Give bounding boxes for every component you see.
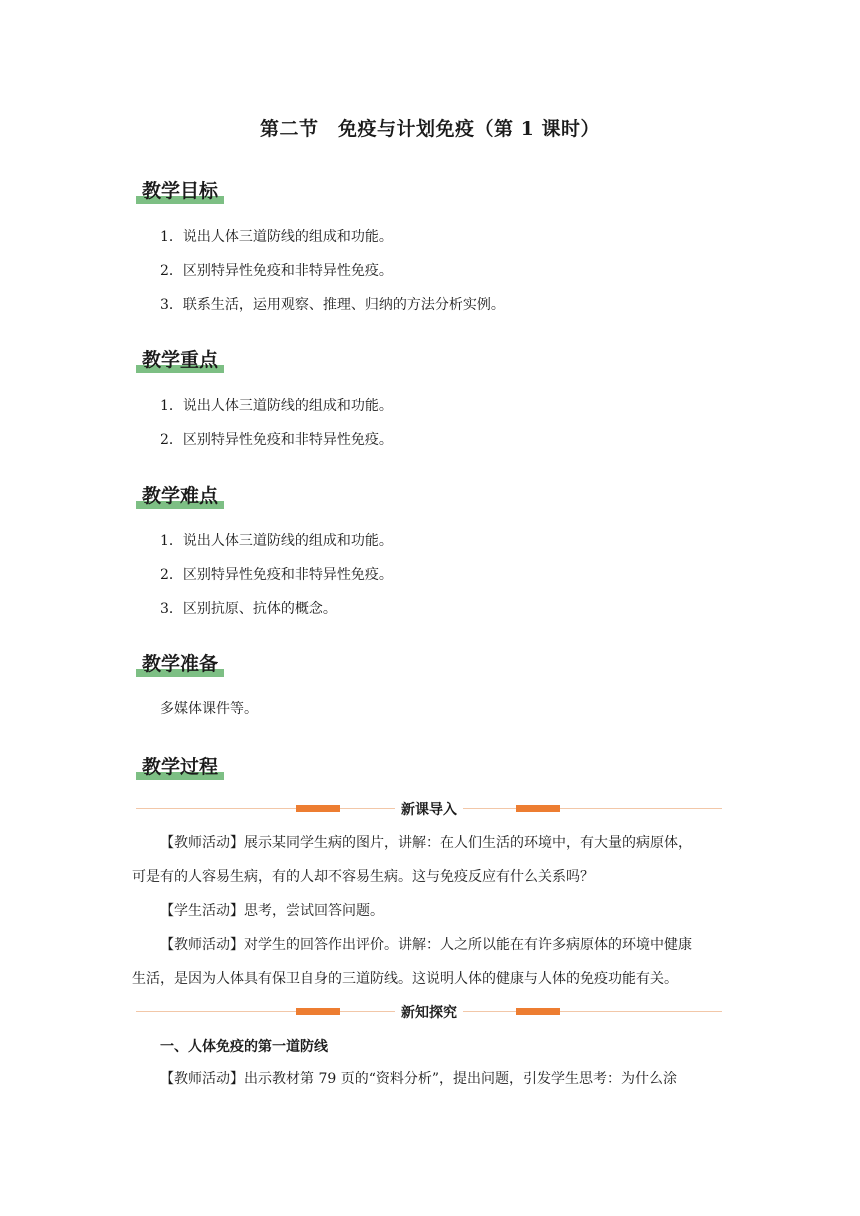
key-point-item: 2．区别特异性免疫和非特异性免疫。 [160, 432, 393, 448]
section-heading-text: 教学重点 [142, 349, 219, 371]
explore-paragraph-1 [132, 1062, 732, 1096]
divider-label: 新知探究 [395, 1005, 463, 1021]
section-heading-text: 教学目标 [142, 180, 219, 202]
section-heading-text: 教学准备 [142, 653, 219, 675]
paragraph-line: 【教师活动】展示某同学生病的图片，讲解：在人们生活的环境中，有大量的病原体， [160, 835, 692, 851]
page-title: 第二节 免疫与计划免疫（第 1 课时） [260, 118, 600, 140]
paragraph-line: 【学生活动】思考，尝试回答问题。 [160, 903, 384, 919]
divider-intro [136, 799, 722, 819]
paragraph-line: 【教师活动】出示教材第 79 页的“资料分析”，提出问题，引发学生思考：为什么涂 [160, 1071, 678, 1087]
paragraph-line: 【教师活动】对学生的回答作出评价。讲解：人之所以能在有许多病原体的环境中健康 [160, 937, 692, 953]
difficulty-item: 2．区别特异性免疫和非特异性免疫。 [160, 567, 393, 583]
goal-item: 1．说出人体三道防线的组成和功能。 [160, 229, 393, 245]
intro-paragraph-1 [132, 826, 732, 894]
intro-paragraph-3 [132, 928, 732, 996]
difficulty-item: 1．说出人体三道防线的组成和功能。 [160, 533, 393, 549]
divider-explore [136, 1002, 722, 1022]
intro-paragraph-2 [132, 894, 732, 928]
preparation-item: 多媒体课件等。 [160, 701, 258, 717]
goal-item: 2．区别特异性免疫和非特异性免疫。 [160, 263, 393, 279]
section-heading-text: 教学难点 [142, 485, 219, 507]
goal-item: 3．联系生活，运用观察、推理、归纳的方法分析实例。 [160, 297, 505, 313]
paragraph-line: 生活，是因为人体具有保卫自身的三道防线。这说明人体的健康与人体的免疫功能有关。 [132, 971, 678, 987]
paragraph-line: 可是有的人容易生病，有的人却不容易生病。这与免疫反应有什么关系吗？ [132, 869, 594, 885]
key-point-item: 1．说出人体三道防线的组成和功能。 [160, 398, 393, 414]
subsection-heading: 一、人体免疫的第一道防线 [160, 1039, 328, 1055]
section-heading-text: 教学过程 [142, 756, 219, 778]
difficulty-item: 3．区别抗原、抗体的概念。 [160, 601, 337, 617]
divider-label: 新课导入 [395, 802, 463, 818]
